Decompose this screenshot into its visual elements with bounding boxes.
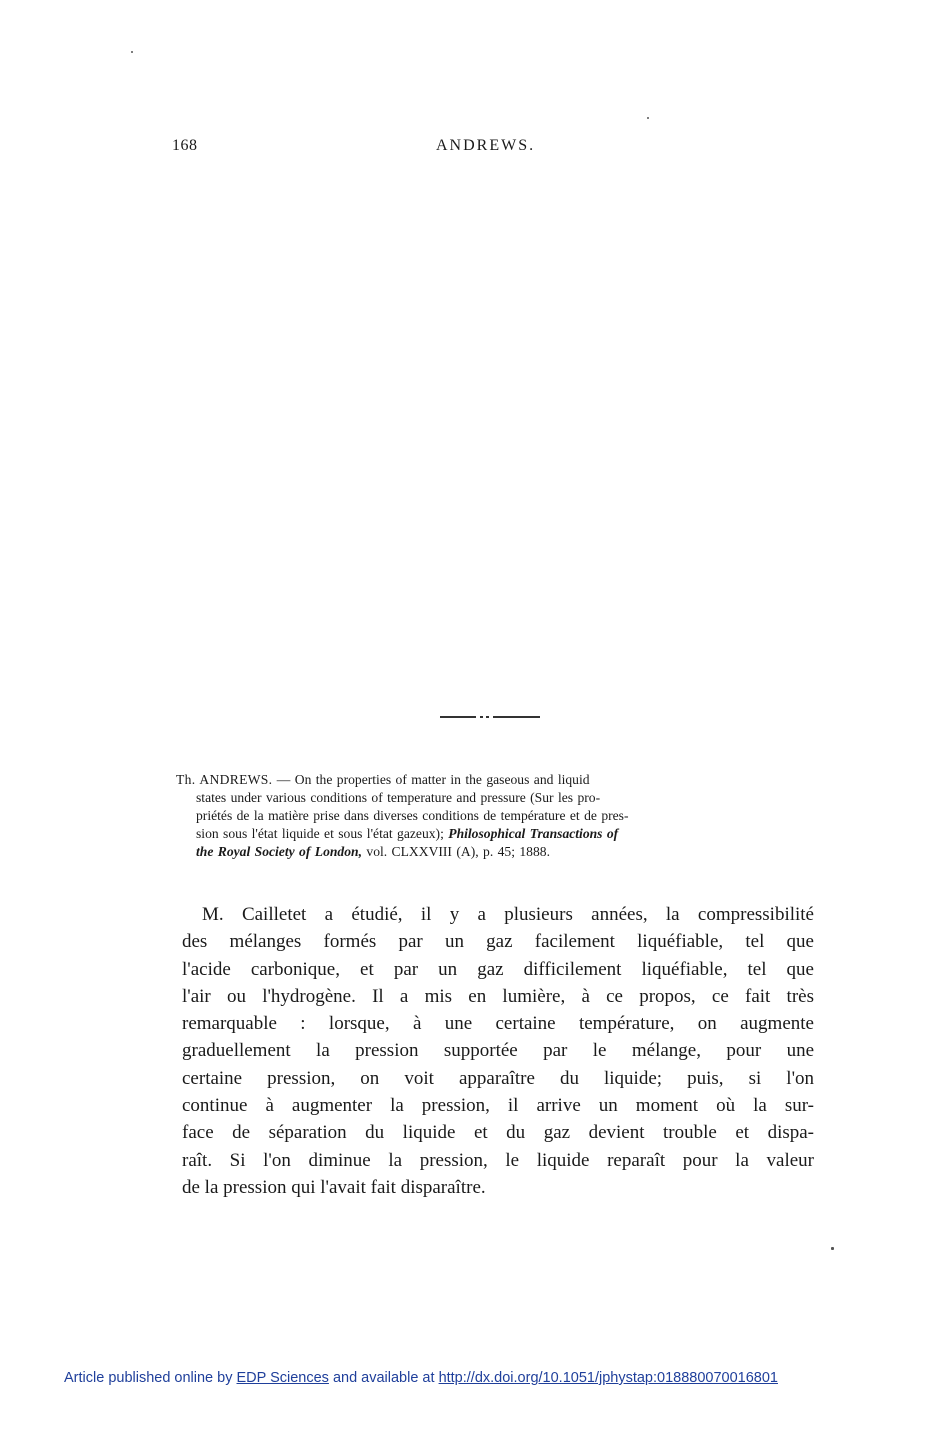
bibliographic-citation xyxy=(176,771,814,861)
page-number: 168 xyxy=(172,137,198,154)
body-line: M. Cailletet a étudié, il y a plusieurs années, la compressibilité xyxy=(202,904,814,925)
page-header xyxy=(172,137,812,159)
citation-text: sion sous l'état liquide et sous l'état gazeux); xyxy=(196,826,444,841)
doi-link[interactable]: http://dx.doi.org/10.1051/jphystap:018880070016801 xyxy=(438,1370,778,1386)
citation-line xyxy=(176,771,814,789)
body-line: l'acide carbonique, et par un gaz difficilement liquéfiable, tel que xyxy=(182,958,814,980)
body-line: de la pression qui l'avait fait disparaître. xyxy=(182,1176,486,1198)
publication-footer xyxy=(64,1370,778,1386)
body-line: continue à augmenter la pression, il arrive un moment où la sur- xyxy=(182,1095,814,1117)
citation-dash: — xyxy=(276,772,291,787)
body-line: remarquable : lorsque, à une certaine température, on augmente xyxy=(182,1013,814,1035)
journal-title: Philosophical Transactions of xyxy=(448,826,619,841)
citation-line: priétés de la matière prise dans diverses conditions de température et de pres- xyxy=(196,808,629,823)
running-head: ANDREWS. xyxy=(436,137,536,154)
scan-speck xyxy=(131,51,133,53)
section-divider xyxy=(440,715,540,719)
footer-prefix: Article published online by xyxy=(64,1370,237,1386)
publisher-link[interactable]: EDP Sciences xyxy=(236,1370,329,1386)
citation-line xyxy=(176,825,814,843)
volume-info: vol. CLXXVIII (A), p. 45; 1888. xyxy=(366,844,550,859)
body-line: certaine pression, on voit apparaître du liquide; puis, si l'on xyxy=(182,1067,814,1089)
citation-text: On the properties of matter in the gaseous and liquid xyxy=(294,772,590,787)
citation-line xyxy=(176,843,814,861)
footer-middle: and available at xyxy=(328,1370,439,1386)
body-line: l'air ou l'hydrogène. Il a mis en lumière, à ce propos, ce fait très xyxy=(182,985,814,1007)
citation-author: Th. ANDREWS. xyxy=(176,772,273,787)
body-line: des mélanges formés par un gaz facilement liquéfiable, tel que xyxy=(182,931,814,953)
scan-speck xyxy=(647,117,649,119)
scan-speck xyxy=(831,1247,834,1250)
body-line: raît. Si l'on diminue la pression, le liquide reparaît pour la valeur xyxy=(182,1149,814,1171)
journal-title-continued: the Royal Society of London, xyxy=(196,844,362,859)
body-line: face de séparation du liquide et du gaz devient trouble et dispa- xyxy=(182,1122,814,1144)
article-body xyxy=(182,901,814,1201)
body-line: graduellement la pression supportée par le mélange, pour une xyxy=(182,1040,814,1062)
citation-line: states under various conditions of temperature and pressure (Sur les pro- xyxy=(196,790,601,805)
